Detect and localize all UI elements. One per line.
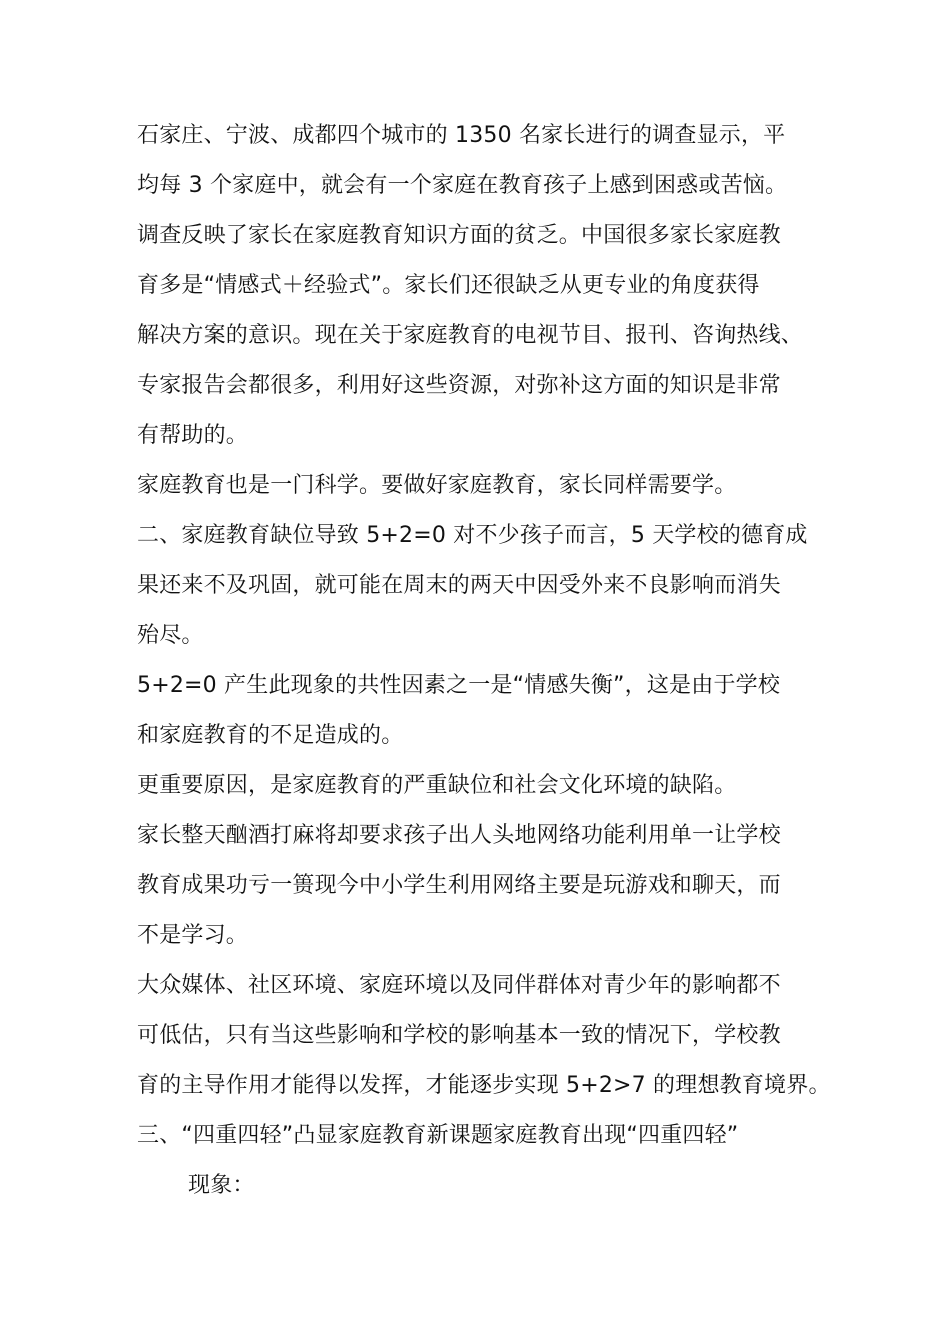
text-line: 调查反映了家长在家庭教育知识方面的贫乏。中国很多家长家庭教 bbox=[137, 223, 781, 248]
text-line: 家庭教育也是一门科学。要做好家庭教育，家长同样需要学。 bbox=[137, 473, 737, 498]
text-line: 均每 3 个家庭中，就会有一个家庭在教育孩子上感到困惑或苦恼。 bbox=[137, 173, 788, 198]
text-line: 不是学习。 bbox=[137, 923, 249, 948]
text-line: 家长整天酗酒打麻将却要求孩子出人头地网络功能利用单一让学校 bbox=[137, 823, 781, 848]
text-line: 更重要原因，是家庭教育的严重缺位和社会文化环境的缺陷。 bbox=[137, 773, 737, 798]
text-line: 三、“四重四轻”凸显家庭教育新课题家庭教育出现“四重四轻” bbox=[137, 1123, 739, 1148]
text-line: 育多是“情感式＋经验式”。家长们还很缺乏从更专业的角度获得 bbox=[137, 273, 760, 298]
text-line: 石家庄、宁波、成都四个城市的 1350 名家长进行的调查显示，平 bbox=[137, 123, 786, 148]
text-line: 和家庭教育的不足造成的。 bbox=[137, 723, 404, 748]
text-line: 专家报告会都很多，利用好这些资源，对弥补这方面的知识是非常 bbox=[137, 373, 781, 398]
text-line: 大众媒体、社区环境、家庭环境以及同伴群体对青少年的影响都不 bbox=[137, 973, 781, 998]
text-line: 育的主导作用才能得以发挥，才能逐步实现 5+2>7 的理想教育境界。 bbox=[137, 1073, 831, 1098]
text-line: 教育成果功亏一篑现今中小学生利用网络主要是玩游戏和聊天，而 bbox=[137, 873, 781, 898]
text-line: 有帮助的。 bbox=[137, 423, 249, 448]
text-line: 现象： bbox=[188, 1173, 255, 1198]
text-line: 5+2=0 产生此现象的共性因素之一是“情感失衡”，这是由于学校 bbox=[137, 673, 781, 698]
text-line: 二、家庭教育缺位导致 5+2=0 对不少孩子而言，5 天学校的德育成 bbox=[137, 523, 808, 548]
text-line: 殆尽。 bbox=[137, 623, 204, 648]
text-line: 解决方案的意识。现在关于家庭教育的电视节目、报刊、咨询热线、 bbox=[137, 323, 804, 348]
text-line: 可低估，只有当这些影响和学校的影响基本一致的情况下，学校教 bbox=[137, 1023, 781, 1048]
text-line: 果还来不及巩固，就可能在周末的两天中因受外来不良影响而消失 bbox=[137, 573, 781, 598]
